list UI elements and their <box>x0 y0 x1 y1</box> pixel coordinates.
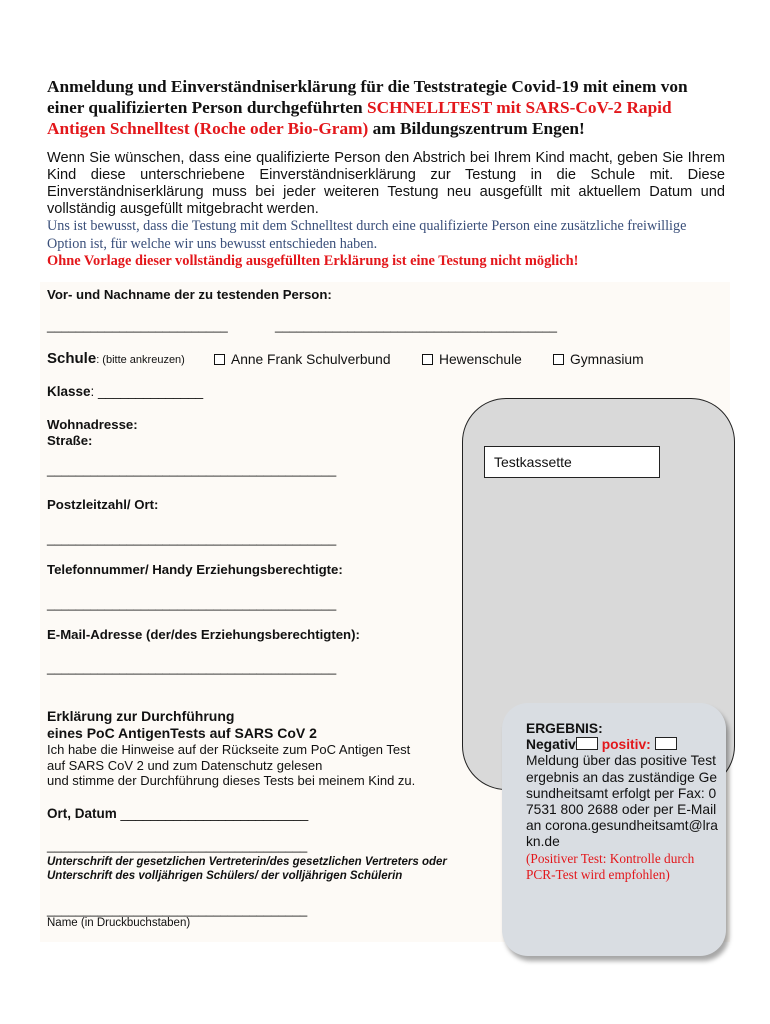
class-row[interactable] <box>47 384 203 399</box>
place-date-field[interactable]: _________________________ <box>116 806 309 821</box>
school-hint: : (bitte ankreuzen) <box>96 354 185 366</box>
negative-checkbox[interactable] <box>576 737 598 750</box>
school-option-hewenschule[interactable]: Hewenschule <box>422 352 522 367</box>
school-option-anne-frank[interactable]: Anne Frank Schulverbund <box>214 352 391 367</box>
name-label: Vor- und Nachname der zu testenden Person: <box>47 287 332 302</box>
checkbox-icon[interactable] <box>422 354 433 365</box>
result-content <box>526 721 721 883</box>
signature-field[interactable]: ____________________________________ <box>47 838 308 853</box>
positive-checkbox[interactable] <box>655 737 677 750</box>
phone-field[interactable]: ________________________________________ <box>47 596 337 611</box>
result-reporting-text: Meldung über das positive Testergebnis an das zuständige Gesundheitsamt erfolgt per Fax: 07531 800 2688 oder per E-Mail an corona.gesundheitsamt@lrakn.de <box>526 753 718 850</box>
checkbox-icon[interactable] <box>214 354 225 365</box>
intro-paragraph: Wenn Sie wünschen, dass eine qualifizierte Person den Abstrich bei Ihrem Kind macht, geben Sie Ihrem Kind diese unterschriebene Einverständniserklärung zur Testung in die Schule mit. Diese Einverständniserklärung muss bei jeder weiteren Testung neu ausgefüllt mit aktuellem Datum und vollständig ausgefüllt mitgebracht werden. <box>47 150 725 217</box>
address-label: Wohnadresse: <box>47 417 138 432</box>
declaration-body: Ich habe die Hinweise auf der Rückseite zum PoC Antigen Test auf SARS CoV 2 und zum Datenschutz gelesen und stimme der Durchführung dieses Tests bei meinem Kind zu. <box>47 742 416 788</box>
street-field[interactable]: ________________________________________ <box>47 462 337 477</box>
street-label: Straße: <box>47 433 93 448</box>
title-test-name: SCHNELLTEST mit SARS-CoV-2 Rapid Antigen Schnelltest (Roche oder Bio-Gram) <box>47 98 672 138</box>
result-heading: ERGEBNIS: <box>526 721 603 736</box>
title-text-2: am Bildungszentrum Engen! <box>368 119 585 138</box>
email-field[interactable]: ________________________________________ <box>47 660 337 675</box>
negative-label: Negativ <box>526 737 576 753</box>
school-row <box>47 350 185 368</box>
class-field[interactable]: : ______________ <box>90 384 204 399</box>
postal-label: Postzleitzahl/ Ort: <box>47 497 159 512</box>
last-name-field[interactable]: _______________________________________ <box>275 318 557 333</box>
phone-label: Telefonnummer/ Handy Erziehungsberechtigte: <box>47 562 343 577</box>
positive-label: positiv: <box>601 737 651 753</box>
postal-field[interactable]: ________________________________________ <box>47 531 337 546</box>
place-date-label: Ort, Datum <box>47 806 117 821</box>
email-label: E-Mail-Adresse (der/des Erziehungsberechtigten): <box>47 627 360 642</box>
first-name-field[interactable]: _________________________ <box>47 318 228 333</box>
voluntary-note: Uns ist bewusst, dass die Testung mit dem Schnelltest durch eine qualifizierte Person eine zusätzliche freiwillige Option ist, für welche wir uns bewusst entschieden haben. <box>47 218 687 252</box>
place-date-row[interactable] <box>47 806 308 821</box>
testkassette-box: Testkassette <box>484 446 660 478</box>
declaration-heading: Erklärung zur Durchführung eines PoC AntigenTests auf SARS CoV 2 <box>47 708 317 741</box>
checkbox-icon[interactable] <box>553 354 564 365</box>
result-options <box>526 737 721 753</box>
document-title <box>47 76 727 139</box>
school-option-gymnasium[interactable]: Gymnasium <box>553 352 644 367</box>
warning-text: Ohne Vorlage dieser vollständig ausgefüllten Erklärung ist eine Testung nicht möglich! <box>47 253 579 269</box>
print-name-field[interactable]: ____________________________________ <box>47 902 308 917</box>
title-text-1: Anmeldung und Einverständniserklärung für die Teststrategie Covid-19 mit einem von einer qualifizierten Person durchgeführten <box>47 77 688 117</box>
print-name-caption: Name (in Druckbuchstaben) <box>47 917 191 929</box>
class-label: Klasse <box>47 384 91 399</box>
pcr-note: (Positiver Test: Kontrolle durch PCR-Test wird empfohlen) <box>526 850 695 882</box>
signature-caption: Unterschrift der gesetzlichen Vertreterin/des gesetzlichen Vertreters oder Unterschrift des volljährigen Schülers/ der volljährigen Schülerin <box>47 856 447 882</box>
school-label: Schule <box>47 350 97 367</box>
